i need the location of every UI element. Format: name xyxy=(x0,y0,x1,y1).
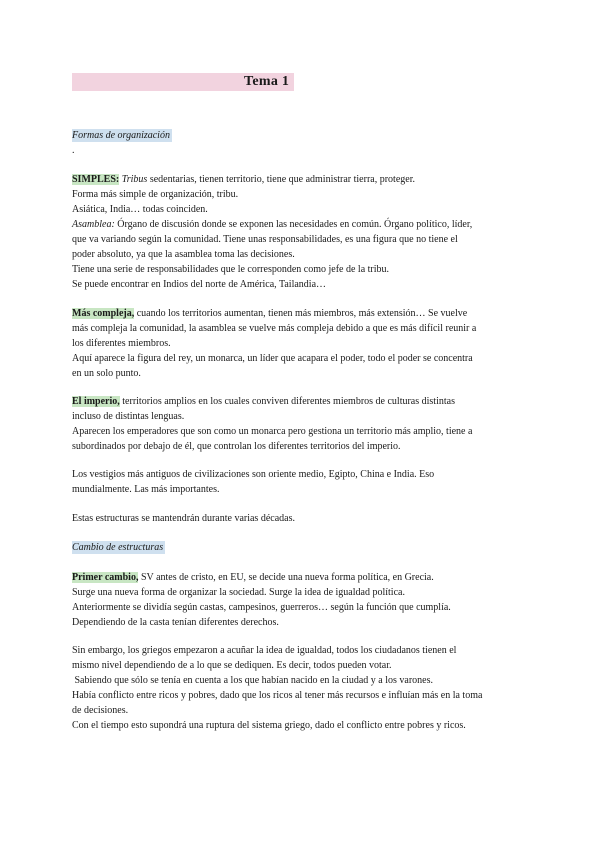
text-line: Sabiendo que sólo se tenía en cuenta a los que habían nacido en la ciudad y a los varones. xyxy=(72,675,433,686)
text-line: Tiene una serie de responsabilidades que le corresponden como jefe de la tribu. xyxy=(72,264,390,275)
text-line: Se puede encontrar en Indios del norte de América, Tailandia… xyxy=(72,279,327,290)
text-run: Órgano de discusión donde se exponen las necesidades en común. Órgano político, líder, xyxy=(114,219,473,230)
text-line: Los vestigios más antiguos de civilizaciones son oriente medio, Egipto, China e India. Eso xyxy=(72,469,435,480)
highlight-compleja: Más compleja, xyxy=(72,308,135,319)
text-line: Forma más simple de organización, tribu. xyxy=(72,189,239,200)
text-line: Surge una nueva forma de organizar la sociedad. Surge la idea de igualdad política. xyxy=(72,587,405,598)
text-line xyxy=(72,306,528,321)
text-line: más compleja la comunidad, la asamblea se vuelve más compleja debido a que es más difícil reunir a xyxy=(72,323,477,334)
text-line xyxy=(72,570,528,585)
text-line: Dependiendo de la casta tenían diferentes derechos. xyxy=(72,617,279,628)
text-run: SV antes de cristo, en EU, se decide una nueva forma política, en Grecia. xyxy=(138,572,434,583)
paragraph-simples xyxy=(72,172,528,292)
text-line: Aparecen los emperadores que son como un monarca pero gestiona un territorio más amplio, tiene a xyxy=(72,426,473,437)
text-line: Sin embargo, los griegos empezaron a acuñar la idea de igualdad, todos los ciudadanos tienen el xyxy=(72,645,457,656)
text-line: Anteriormente se dividía según castas, campesinos, guerreros… según la función que cumplía. xyxy=(72,602,451,613)
text-run: sedentarias, tienen territorio, tiene que administrar tierra, proteger. xyxy=(147,174,415,185)
text-line: subordinados por debajo de él, que controlan los diferentes territorios del imperio. xyxy=(72,441,401,452)
text-line: poder absoluto, ya que la asamblea toma las decisiones. xyxy=(72,249,295,260)
stray-dot: . xyxy=(72,145,75,156)
text-line xyxy=(72,217,528,232)
paragraph-estructuras xyxy=(72,511,528,526)
paragraph-primer-cambio xyxy=(72,570,528,630)
paragraph-griegos xyxy=(72,643,528,733)
text-run: territorios amplios en los cuales conviven diferentes miembros de culturas distintas xyxy=(119,396,455,407)
section-heading-cambio xyxy=(72,542,165,553)
text-line: mismo nivel dependiendo de a lo que se dediquen. Es decir, todos pueden votar. xyxy=(72,660,392,671)
highlight-imperio: El imperio, xyxy=(72,396,120,407)
italic-asamblea: Asamblea: xyxy=(72,219,115,230)
paragraph-imperio xyxy=(72,394,528,454)
text-line: Con el tiempo esto supondrá una ruptura del sistema griego, dado el conflicto entre pobres y ricos. xyxy=(72,720,466,731)
section-heading-formas xyxy=(72,130,172,141)
text-line: en un solo punto. xyxy=(72,368,141,379)
highlight-primer-cambio: Primer cambio, xyxy=(72,572,139,583)
text-line: Aquí aparece la figura del rey, un monarca, un líder que acapara el poder, todo el poder se concentra xyxy=(72,353,473,364)
text-line: que va variando según la comunidad. Tiene unas responsabilidades, es una figura que no tiene el xyxy=(72,234,458,245)
text-line: incluso de distintas lenguas. xyxy=(72,411,185,422)
section-heading-text: Formas de organización xyxy=(72,130,170,141)
text-line xyxy=(72,172,528,187)
text-line xyxy=(72,394,528,409)
text-line: los diferentes miembros. xyxy=(72,338,171,349)
text-run: cuando los territorios aumentan, tienen más miembros, más extensión… Se vuelve xyxy=(134,308,468,319)
highlight-simples: SIMPLES: xyxy=(72,174,120,185)
text-line: mundialmente. Las más importantes. xyxy=(72,484,220,495)
page-title: Tema 1 xyxy=(244,74,290,89)
paragraph-compleja xyxy=(72,306,528,381)
text-line: Asiática, India… todas coinciden. xyxy=(72,204,208,215)
italic-tribus: Tribus xyxy=(121,174,148,185)
text-line: Había conflicto entre ricos y pobres, dado que los ricos al tener más recursos e influían más en la toma xyxy=(72,690,483,701)
paragraph-vestigios xyxy=(72,467,528,497)
text-line: Estas estructuras se mantendrán durante varias décadas. xyxy=(72,513,295,524)
text-line: de decisiones. xyxy=(72,705,129,716)
section-heading-text: Cambio de estructuras xyxy=(72,542,164,553)
